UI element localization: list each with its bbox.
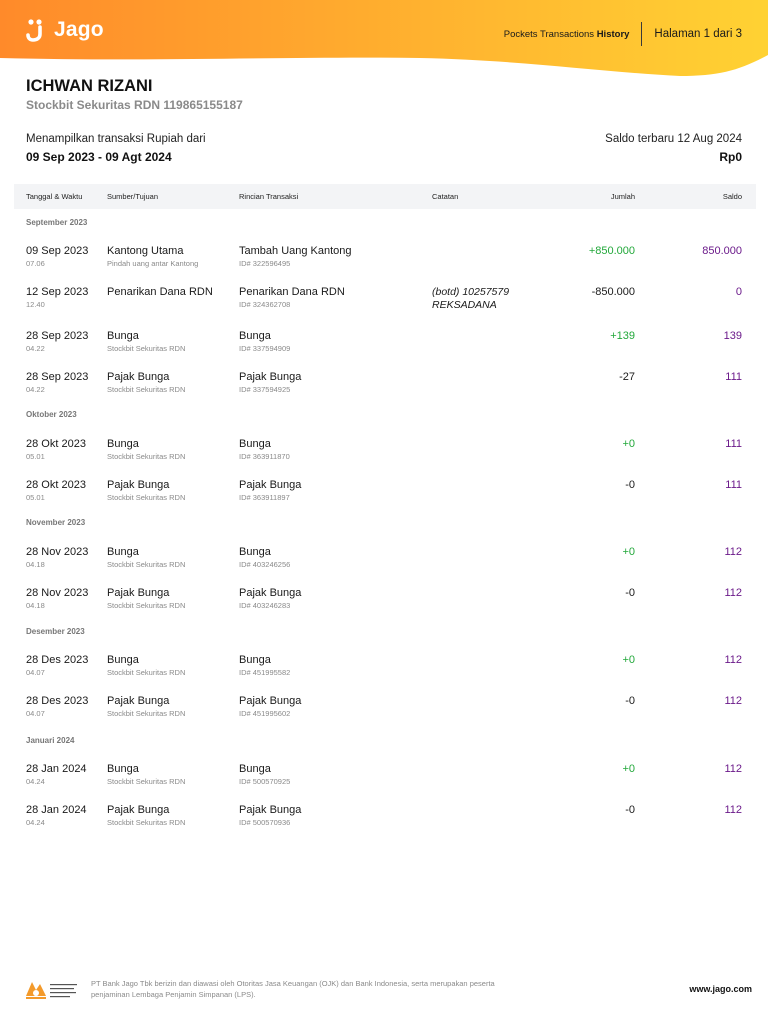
transaction-amount: +0 xyxy=(622,546,635,558)
running-balance: 112 xyxy=(724,763,742,775)
transaction-id: ID# 403246256 xyxy=(239,560,291,569)
column-header-amount: Jumlah xyxy=(610,192,635,201)
transaction-time: 04.18 xyxy=(26,601,45,610)
cell-date xyxy=(26,330,88,353)
transaction-id: ID# 363911870 xyxy=(239,452,290,461)
source-name: Penarikan Dana RDN xyxy=(107,286,213,298)
running-balance: 850.000 xyxy=(702,245,742,257)
source-name: Bunga xyxy=(107,546,139,558)
cell-detail xyxy=(239,286,345,309)
transaction-date: 28 Des 2023 xyxy=(26,695,89,707)
transaction-date: 28 Jan 2024 xyxy=(26,804,87,816)
source-subtitle: Stockbit Sekuritas RDN xyxy=(107,560,186,569)
jago-logo xyxy=(26,18,104,42)
transaction-time: 05.01 xyxy=(26,493,45,502)
date-range-value: 09 Sep 2023 - 09 Agt 2024 xyxy=(26,150,172,164)
cell-detail xyxy=(239,546,290,569)
transaction-detail: Penarikan Dana RDN xyxy=(239,286,345,298)
cell-date xyxy=(26,546,88,569)
transaction-date: 28 Okt 2023 xyxy=(26,479,86,491)
transaction-amount: -850.000 xyxy=(591,286,635,298)
source-subtitle: Pindah uang antar Kantong xyxy=(107,259,199,268)
cell-detail xyxy=(239,245,352,268)
transaction-amount: +0 xyxy=(622,763,635,775)
month-group-label: Oktober 2023 xyxy=(26,410,77,419)
cell-date xyxy=(26,695,88,718)
transaction-time: 04.22 xyxy=(26,344,45,353)
column-header-source: Sumber/Tujuan xyxy=(107,192,158,201)
transaction-note: (botd) 10257579 REKSADANA xyxy=(432,286,510,311)
source-name: Bunga xyxy=(107,330,139,342)
header-divider xyxy=(641,22,642,46)
running-balance: 112 xyxy=(724,695,742,707)
cell-detail xyxy=(239,330,290,353)
month-group-label: Januari 2024 xyxy=(26,736,75,745)
table-header xyxy=(14,184,756,209)
transaction-time: 12.40 xyxy=(26,300,45,309)
latest-balance-value: Rp0 xyxy=(719,150,742,164)
transaction-amount: +850.000 xyxy=(588,245,635,257)
transaction-time: 04.24 xyxy=(26,818,45,827)
transaction-date: 09 Sep 2023 xyxy=(26,245,89,257)
transaction-time: 04.24 xyxy=(26,777,45,786)
table-row xyxy=(0,245,768,281)
source-name: Pajak Bunga xyxy=(107,479,170,491)
month-group-label: September 2023 xyxy=(26,218,88,227)
source-name: Pajak Bunga xyxy=(107,371,170,383)
source-name: Bunga xyxy=(107,438,139,450)
transaction-time: 04.07 xyxy=(26,709,45,718)
cell-source xyxy=(107,695,185,718)
running-balance: 112 xyxy=(724,654,742,666)
cell-source xyxy=(107,330,185,353)
cell-detail xyxy=(239,371,301,394)
transaction-id: ID# 322596495 xyxy=(239,259,291,268)
transaction-detail: Pajak Bunga xyxy=(239,804,302,816)
cell-detail xyxy=(239,438,290,461)
transaction-date: 28 Nov 2023 xyxy=(26,587,89,599)
running-balance: 0 xyxy=(735,286,742,298)
cell-source xyxy=(107,546,185,569)
transaction-date: 28 Sep 2023 xyxy=(26,371,89,383)
cell-source xyxy=(107,587,185,610)
transaction-detail: Tambah Uang Kantong xyxy=(239,245,352,257)
running-balance: 111 xyxy=(725,438,742,450)
cell-source xyxy=(107,438,185,461)
cell-date xyxy=(26,286,88,309)
transaction-id: ID# 403246283 xyxy=(239,601,291,610)
transaction-amount: -0 xyxy=(625,695,635,707)
transaction-detail: Bunga xyxy=(239,763,271,775)
table-row xyxy=(0,330,768,366)
transaction-detail: Pajak Bunga xyxy=(239,695,302,707)
page-indicator: Halaman 1 dari 3 xyxy=(654,28,742,40)
transaction-date: 28 Nov 2023 xyxy=(26,546,89,558)
cell-date xyxy=(26,479,86,502)
cell-source xyxy=(107,479,185,502)
cell-detail xyxy=(239,763,290,786)
transaction-time: 04.22 xyxy=(26,385,45,394)
transaction-id: ID# 451995582 xyxy=(239,668,291,677)
table-row xyxy=(0,763,768,799)
transaction-id: ID# 451995602 xyxy=(239,709,291,718)
source-subtitle: Stockbit Sekuritas RDN xyxy=(107,452,186,461)
column-header-detail: Rincian Transaksi xyxy=(239,192,299,201)
transaction-time: 05.01 xyxy=(26,452,45,461)
transaction-time: 04.18 xyxy=(26,560,45,569)
running-balance: 112 xyxy=(724,804,742,816)
cell-detail xyxy=(239,695,301,718)
footer-website-link[interactable]: www.jago.com xyxy=(689,984,752,994)
cell-date xyxy=(26,438,86,461)
table-row xyxy=(0,804,768,840)
source-name: Pajak Bunga xyxy=(107,804,170,816)
table-row xyxy=(0,286,768,322)
table-row xyxy=(0,587,768,623)
table-row xyxy=(0,546,768,582)
transaction-id: ID# 500570925 xyxy=(239,777,291,786)
transaction-amount: -27 xyxy=(619,371,635,383)
source-subtitle: Stockbit Sekuritas RDN xyxy=(107,777,186,786)
table-row xyxy=(0,479,768,515)
source-subtitle: Stockbit Sekuritas RDN xyxy=(107,601,186,610)
transaction-detail: Pajak Bunga xyxy=(239,371,302,383)
cell-date xyxy=(26,763,87,786)
transaction-id: ID# 500570936 xyxy=(239,818,291,827)
document-type: Pockets Transactions History xyxy=(503,28,630,40)
source-subtitle: Stockbit Sekuritas RDN xyxy=(107,709,186,718)
transaction-detail: Bunga xyxy=(239,330,271,342)
column-header-balance: Saldo xyxy=(722,192,742,201)
header-banner xyxy=(0,0,768,80)
source-subtitle: Stockbit Sekuritas RDN xyxy=(107,668,186,677)
account-number: Stockbit Sekuritas RDN 119865155187 xyxy=(26,98,243,112)
cell-source xyxy=(107,245,198,268)
transaction-detail: Pajak Bunga xyxy=(239,479,302,491)
source-name: Kantong Utama xyxy=(107,245,184,257)
transaction-amount: +0 xyxy=(622,438,635,450)
transaction-detail: Bunga xyxy=(239,654,271,666)
transaction-date: 28 Okt 2023 xyxy=(26,438,86,450)
cell-detail xyxy=(239,479,301,502)
cell-date xyxy=(26,245,88,268)
cell-source xyxy=(107,286,213,298)
table-row xyxy=(0,371,768,407)
cell-detail xyxy=(239,654,290,677)
footer-disclaimer: PT Bank Jago Tbk berizin dan diawasi oleh Otoritas Jasa Keuangan (OJK) dan Bank Indonesia, serta merupakan peserta penjaminan Lembaga Penjamin Simpanan (LPS). xyxy=(91,979,495,999)
cell-detail xyxy=(239,804,301,827)
column-header-date: Tanggal & Waktu xyxy=(26,192,83,201)
transaction-detail: Pajak Bunga xyxy=(239,587,302,599)
source-name: Bunga xyxy=(107,654,139,666)
running-balance: 139 xyxy=(723,330,742,342)
column-header-note: Catatan xyxy=(432,192,459,201)
jago-mark-icon xyxy=(26,18,46,42)
transaction-amount: -0 xyxy=(625,804,635,816)
latest-balance-label: Saldo terbaru 12 Aug 2024 xyxy=(605,133,742,145)
table-row xyxy=(0,438,768,474)
running-balance: 112 xyxy=(724,546,742,558)
header-meta xyxy=(504,22,742,46)
transaction-id: ID# 363911897 xyxy=(239,493,290,502)
cell-detail xyxy=(239,587,301,610)
date-range-label: Menampilkan transaksi Rupiah dari xyxy=(26,133,206,145)
source-name: Pajak Bunga xyxy=(107,695,170,707)
source-name: Bunga xyxy=(107,763,139,775)
transaction-detail: Bunga xyxy=(239,438,271,450)
transaction-time: 07.06 xyxy=(26,259,45,268)
cell-date xyxy=(26,804,87,827)
transaction-date: 28 Jan 2024 xyxy=(26,763,87,775)
running-balance: 112 xyxy=(724,587,742,599)
transaction-time: 04.07 xyxy=(26,668,45,677)
transaction-id: ID# 337594909 xyxy=(239,344,291,353)
cell-source xyxy=(107,763,185,786)
source-subtitle: Stockbit Sekuritas RDN xyxy=(107,493,186,502)
transaction-amount: -0 xyxy=(625,479,635,491)
transaction-amount: +139 xyxy=(610,330,635,342)
running-balance: 111 xyxy=(725,479,742,491)
cell-source xyxy=(107,804,185,827)
source-subtitle: Stockbit Sekuritas RDN xyxy=(107,344,186,353)
table-row xyxy=(0,695,768,731)
transaction-date: 28 Des 2023 xyxy=(26,654,89,666)
transaction-id: ID# 337594925 xyxy=(239,385,291,394)
month-group-label: November 2023 xyxy=(26,518,86,527)
lps-logo xyxy=(24,978,80,1002)
cell-date xyxy=(26,371,88,394)
cell-date xyxy=(26,654,88,677)
month-group-label: Desember 2023 xyxy=(26,627,85,636)
brand-name: Jago xyxy=(54,18,104,41)
transaction-id: ID# 324362708 xyxy=(239,300,291,309)
transaction-amount: -0 xyxy=(625,587,635,599)
transaction-date: 28 Sep 2023 xyxy=(26,330,89,342)
cell-source xyxy=(107,371,185,394)
cell-source xyxy=(107,654,185,677)
cell-date xyxy=(26,587,88,610)
table-row xyxy=(0,654,768,690)
transaction-amount: +0 xyxy=(622,654,635,666)
source-subtitle: Stockbit Sekuritas RDN xyxy=(107,818,186,827)
transaction-date: 12 Sep 2023 xyxy=(26,286,89,298)
transaction-detail: Bunga xyxy=(239,546,271,558)
source-name: Pajak Bunga xyxy=(107,587,170,599)
source-subtitle: Stockbit Sekuritas RDN xyxy=(107,385,186,394)
account-owner-name: ICHWAN RIZANI xyxy=(26,77,153,95)
running-balance: 111 xyxy=(725,371,742,383)
